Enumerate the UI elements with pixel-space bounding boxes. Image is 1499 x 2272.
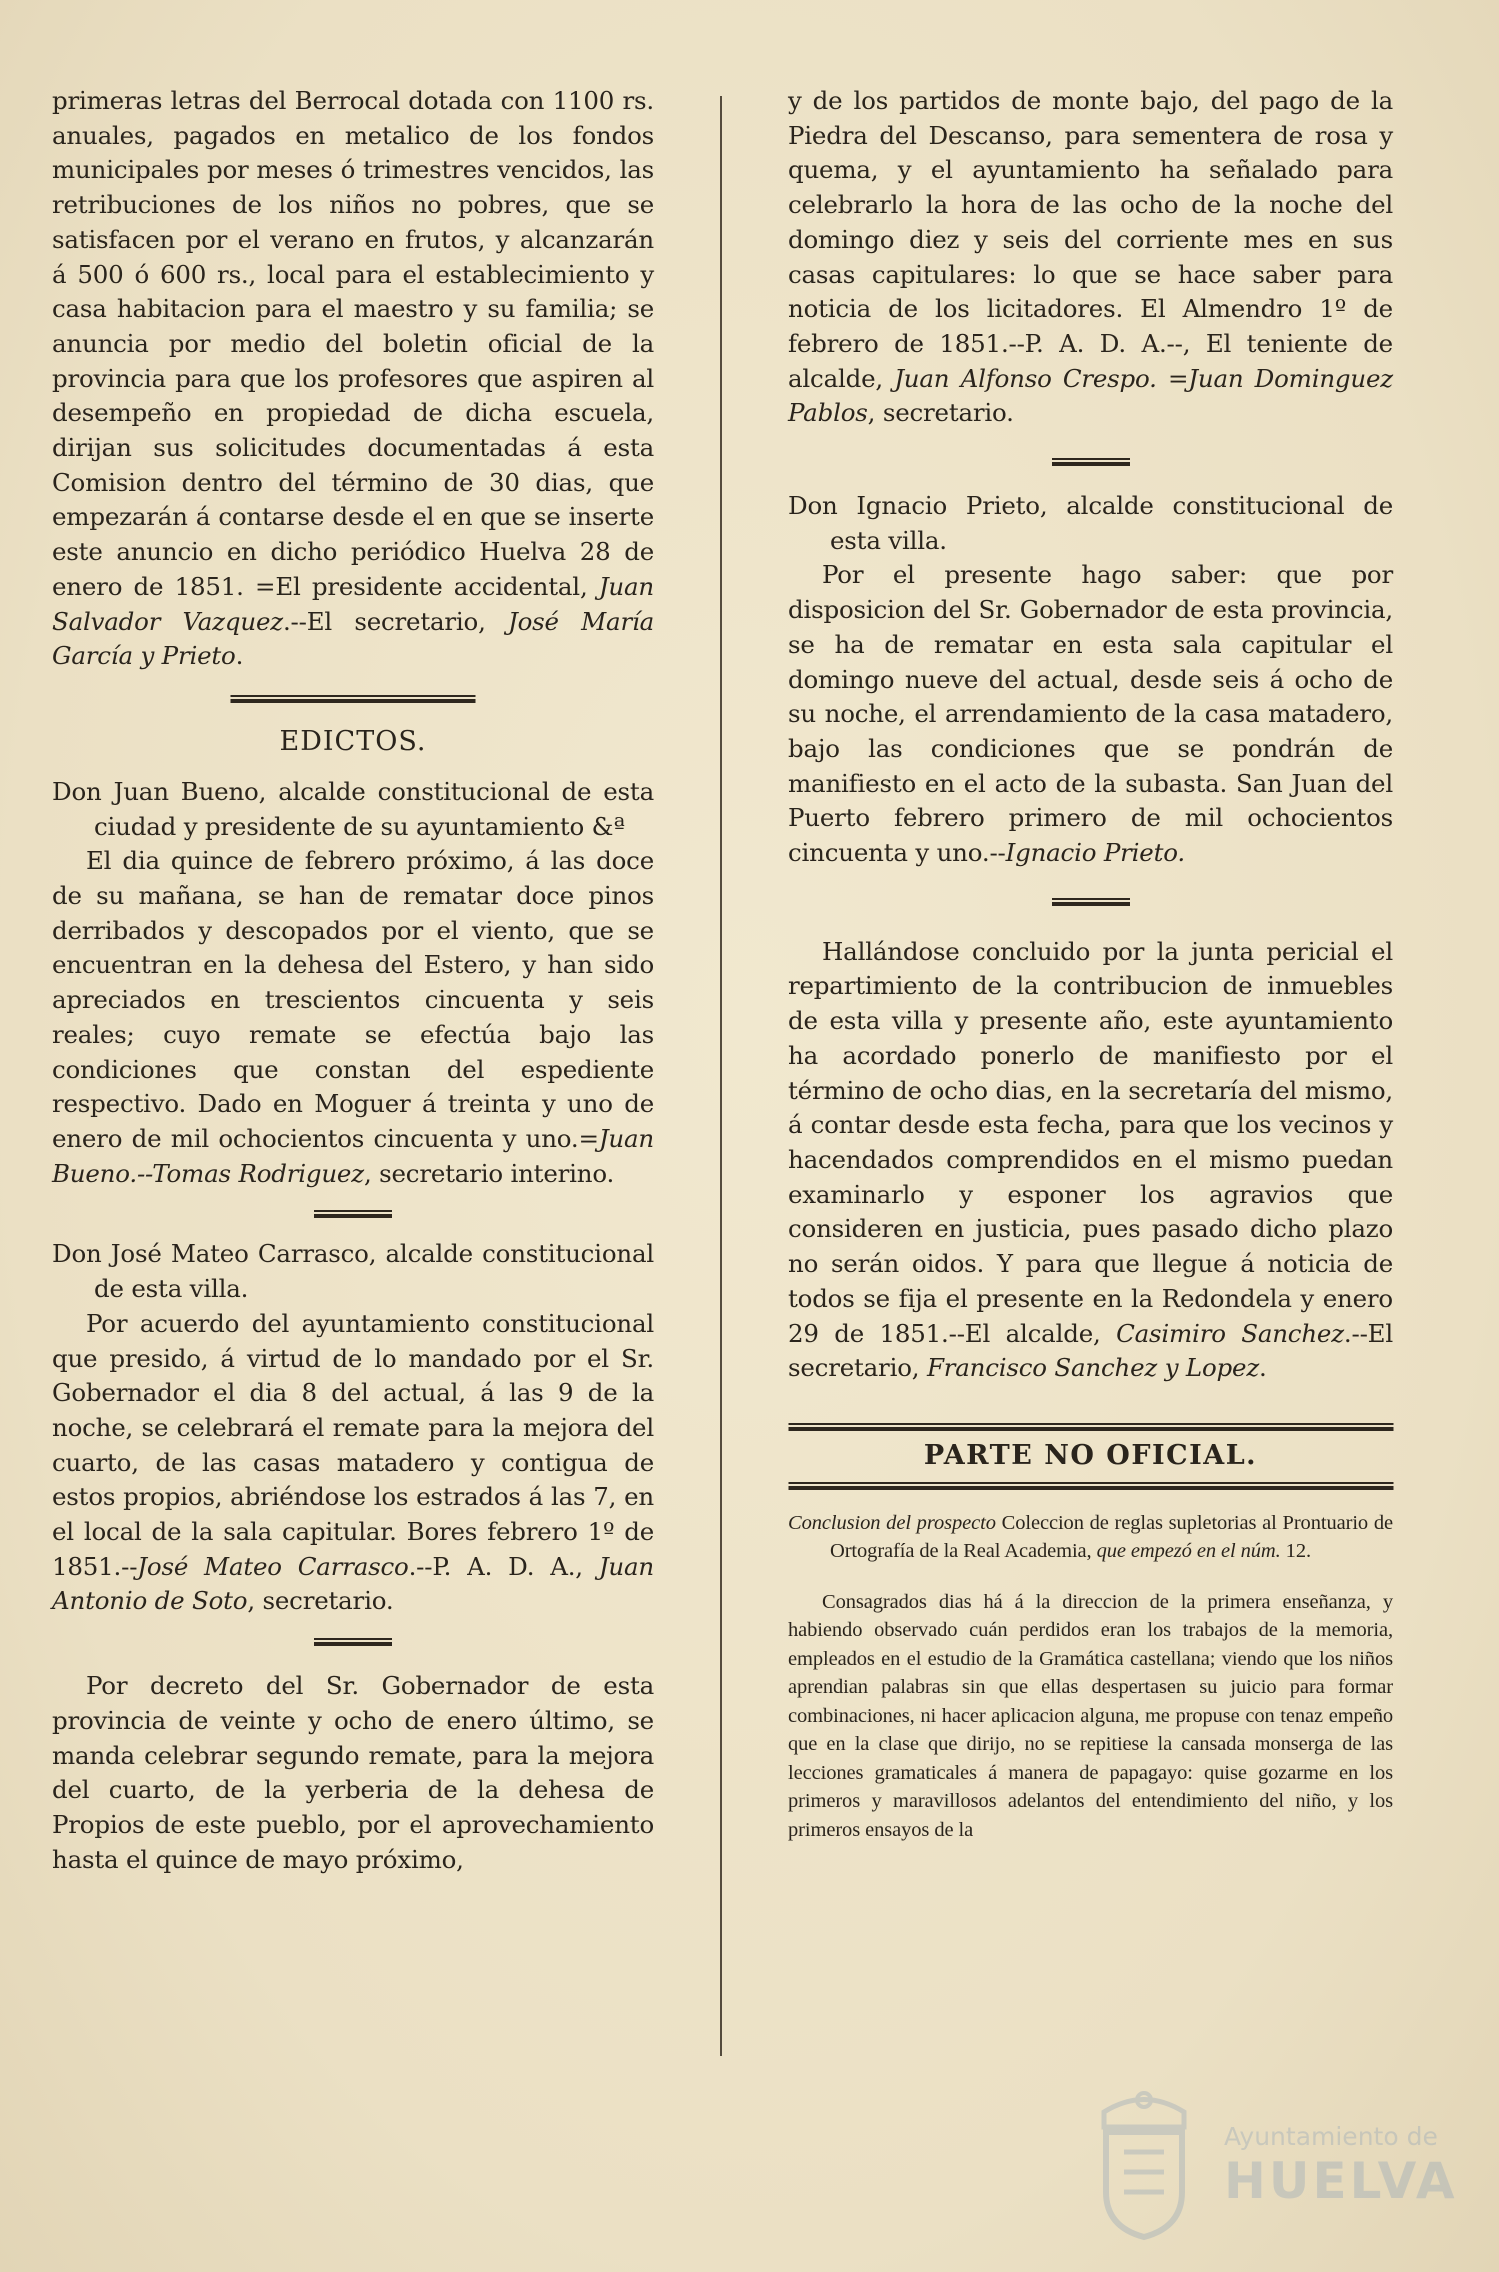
almendro-signature-teniente: Juan Alfonso Crespo. — [894, 363, 1157, 393]
edict-redondela-text: Hallándose concluido por la junta pericial el repartimiento de la contribucion de inmuebles de esta villa y presente año, este ayuntamiento ha acordado ponerlo de manifiesto por el término de ocho dias, en la secretaría del mismo, á contar desde esta fecha, para que los vecinos y hacendados comprendidos en el mismo puedan examinarlo y esponer los agravios que consideren en justicia, pues pasado dicho plazo no serán oidos. Y para que llegue á noticia de todos se fija el presente en la Redondela y enero 29 de 1851.--El alcalde, — [788, 936, 1393, 1348]
edict-redondela-body — [788, 935, 1393, 1386]
left-column — [52, 84, 654, 1877]
edict-bores-signature-sep: .--P. A. D. A., — [408, 1551, 599, 1581]
edict-sanjuan-header: Don Ignacio Prieto, alcalde constitucional de esta villa. — [788, 491, 1393, 555]
prospecto-title-text: Coleccion de reglas supletorias al Prontuario de Ortografía de la Real Academia, — [830, 1511, 1394, 1563]
city-coat-of-arms-icon — [1084, 2082, 1204, 2242]
almendro-signature-sep: = — [1156, 363, 1189, 393]
almendro-signature-secretary: Juan Dominguez Pablos — [788, 363, 1393, 428]
prospecto-lead: Conclusion del prospecto — [788, 1511, 996, 1534]
prospecto-body: Consagrados dias há á la direccion de la primera enseñanza, y habiendo observado cuán perdidos eran los trabajos de la memoria, empleados en el estudio de la Gramática castellana; viendo que los niños aprendian palabras sin que ellas despertasen su juicio para formar combinaciones, ni hacer aplicacion alguna, me propuse con tenaz empeño que en la clase que dirijo, no se repitiese la cansada monserga de las lecciones gramaticales á manera de papagayo: quise gozarme en los primeros y maravillosos adelantos del entendimiento del niño, y los primeros ensayos de la — [788, 1590, 1393, 1841]
edict-redondela-signature-end: . — [1259, 1353, 1267, 1383]
signature-secretary: José María García y Prieto — [52, 606, 654, 671]
edict-divider — [52, 1631, 654, 1651]
signature-separator: .--El secretario, — [282, 606, 508, 636]
almendro-continuation-text: y de los partidos de monte bajo, del pago de la Piedra del Descanso, para sementera de rosa y quema, y el ayuntamiento ha señalado para celebrarlo la hora de las ocho de la noche del domingo diez y seis del corriente mes en sus casas capitulares: lo que se hace saber para noticia de los licitadores. El Almendro 1º de febrero de 1851.--P. A. D. A.--, El teniente de alcalde, — [788, 86, 1393, 393]
edict-bores-signature: José Mateo Carrasco — [137, 1551, 409, 1581]
edict-divider — [52, 1203, 654, 1223]
section-divider — [788, 1416, 1393, 1436]
edict-bores-header: Don José Mateo Carrasco, alcalde constitucional de esta villa. — [52, 1239, 654, 1304]
watermark-line2: HUELVA — [1224, 2152, 1458, 2210]
edict-bores-body — [52, 1307, 654, 1619]
signature-president: Juan Salvador Vazquez — [52, 571, 654, 636]
edictos-heading: EDICTOS. — [279, 725, 427, 757]
school-notice-text: primeras letras del Berrocal dotada con 1100 rs. anuales, pagados en metalico de los fondos municipales por meses ó trimestres vencidos, las retribuciones de los niños no pobres, que se satisfacen por el verano en frutos, y alcanzarán á 500 ó 600 rs., local para el establecimiento y casa habitacion para el maestro y su familia; se anuncia por medio del boletin oficial de la provincia para que los profesores que aspiren al desempeño en propiedad de dicha escuela, dirijan sus solicitudes documentadas á esta Comision dentro del término de 30 dias, que empezarán á contarse desde el en que se inserte este anuncio en dicho periódico Huelva 28 de enero de 1851. =El presidente accidental, — [52, 86, 654, 601]
edict-redondela-signature-secretary: Francisco Sanchez y Lopez — [926, 1353, 1260, 1383]
edict-divider — [788, 891, 1393, 911]
almendro-signature-end: , secretario. — [867, 398, 1014, 428]
column-divider — [720, 96, 722, 2056]
edict-sanjuan-signature: Ignacio Prieto. — [1005, 838, 1185, 868]
edict-moguer-signature: Juan Bueno.--Tomas Rodriguez — [52, 1123, 654, 1188]
edict-redondela-signature-sep: .--El secretario, — [788, 1318, 1393, 1383]
almendro-continuation — [788, 84, 1393, 431]
edict-almendro-body: Por decreto del Sr. Gobernador de esta provincia de veinte y ocho de enero último, se manda celebrar segundo remate, para la mejora del cuarto, de la yerberia de la dehesa de Propios de este pueblo, por el aprovechamiento hasta el quince de mayo próximo, — [52, 1671, 654, 1874]
section-divider — [52, 688, 654, 708]
right-column — [788, 84, 1393, 1844]
edict-moguer-body — [52, 844, 654, 1191]
watermark-line1: Ayuntamiento de — [1224, 2122, 1438, 2151]
prospecto-tail: que empezó en el núm. — [1096, 1540, 1281, 1563]
edict-bores-text: Por acuerdo del ayuntamiento constitucional que presido, á virtud de lo mandado por el Sr. Gobernador el dia 8 del actual, á las 9 de la noche, se celebrará el remate para la mejora del cuarto, de las casas matadero y contigua de estos propios, abriéndose los estrados á las 7, en el local de la sala capitular. Bores febrero 1º de 1851.-- — [52, 1308, 654, 1581]
edict-bores-signature-end: , secretario. — [247, 1586, 394, 1616]
archive-watermark — [1084, 2082, 1458, 2252]
edict-divider — [788, 451, 1393, 471]
parte-no-oficial-heading: PARTE NO OFICIAL. — [923, 1439, 1258, 1471]
edict-moguer-text: El dia quince de febrero próximo, á las doce de su mañana, se han de rematar doce pinos derribados y descopados por el viento, que se encuentran en la dehesa del Estero, y han sido apreciados en trescientos cincuenta y seis reales; cuyo remate se efectúa bajo las condiciones que constan del espediente respectivo. Dado en Moguer á treinta y uno de enero de mil ochocientos cincuenta y uno.= — [52, 846, 654, 1153]
section-divider — [788, 1475, 1393, 1495]
edict-redondela-signature-alcalde: Casimiro Sanchez — [1116, 1318, 1344, 1348]
prospecto-title — [788, 1509, 1393, 1566]
school-notice-paragraph — [52, 84, 654, 674]
edict-moguer-header: Don Juan Bueno, alcalde constitucional de esta ciudad y presidente de su ayuntamiento &ª — [52, 776, 654, 841]
edict-sanjuan-text: Por el presente hago saber: que por disposicion del Sr. Gobernador de esta provincia, se ha de rematar en esta sala capitular el domingo nueve del actual, desde seis á ocho de su noche, el arrendamiento de la casa matadero, bajo las condiciones que se pondrán de manifiesto en el acto de la subasta. San Juan del Puerto febrero primero de mil ochocientos cincuenta y uno.-- — [788, 560, 1393, 868]
edict-bores-secretary: Juan Antonio de Soto — [52, 1551, 654, 1616]
prospecto-number: 12. — [1280, 1540, 1312, 1563]
signature-end: . — [235, 641, 244, 671]
edict-sanjuan-body — [788, 558, 1393, 870]
edict-moguer-signature-end: , secretario interino. — [363, 1158, 615, 1188]
